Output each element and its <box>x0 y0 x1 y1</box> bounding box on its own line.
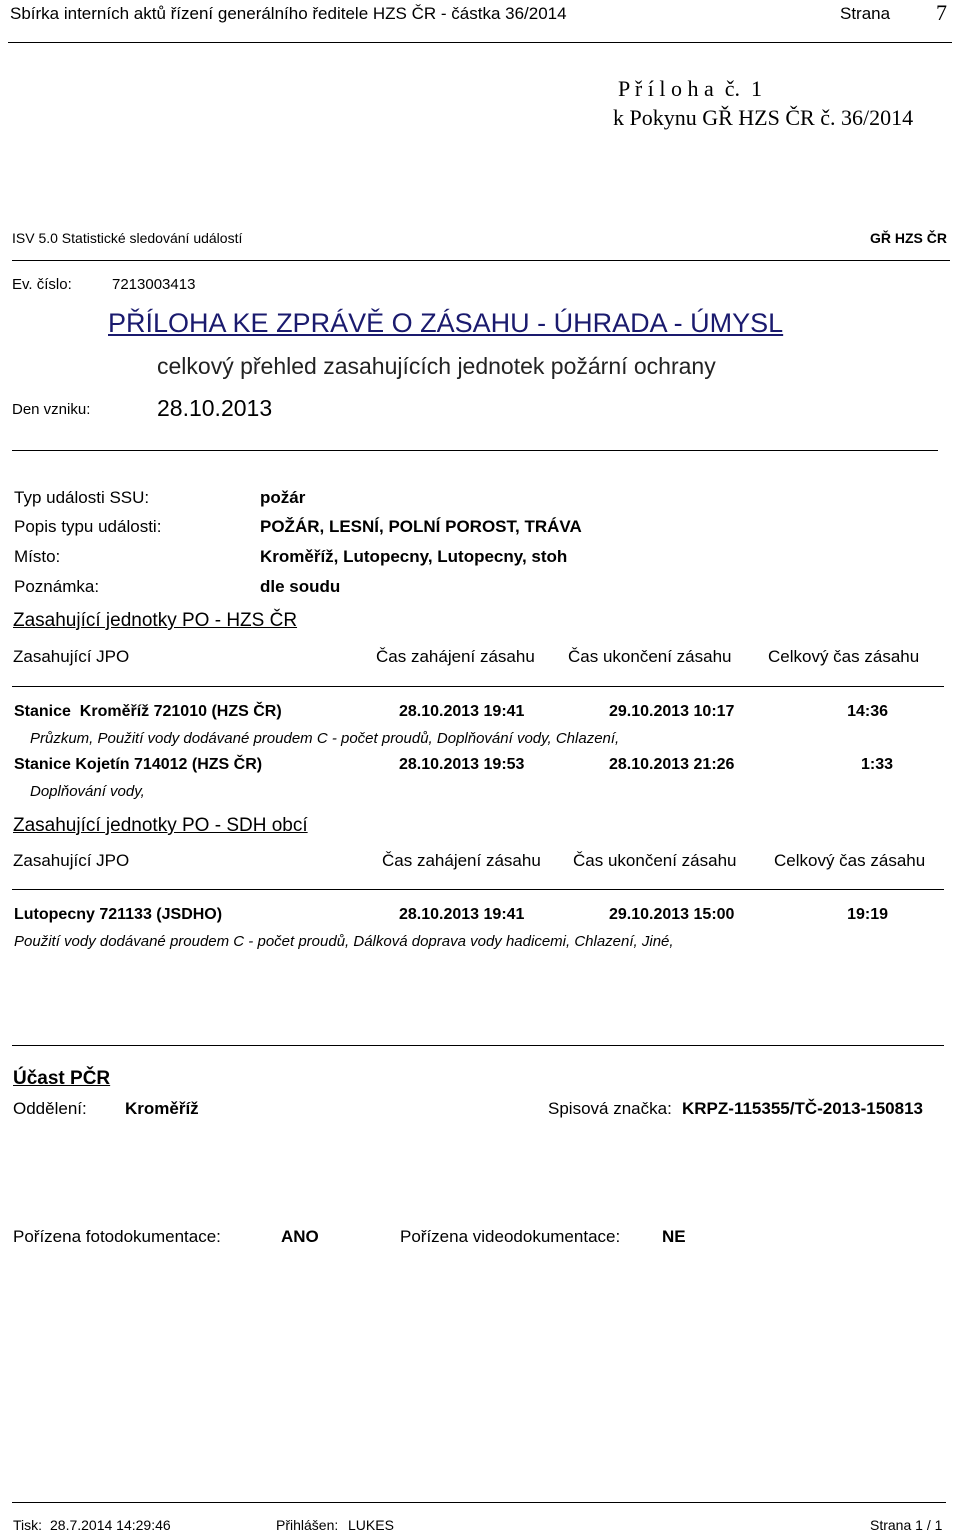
ev-number-value: 7213003413 <box>112 276 196 293</box>
table-row-activities: Průzkum, Použití vody dodávané proudem C - počet proudů, Doplňování vody, Chlazení, <box>30 730 620 747</box>
system-name: ISV 5.0 Statistické sledování událostí <box>12 230 243 246</box>
photo-doc-value: ANO <box>281 1227 319 1246</box>
event-type-value: požár <box>260 488 306 507</box>
table-row-unit: Stanice Kroměříž 721010 (HZS ČR) <box>14 703 282 720</box>
event-place-label: Místo: <box>14 547 61 566</box>
hzs-section-title: Zasahující jednotky PO - HZS ČR <box>13 610 298 631</box>
ev-number-label: Ev. číslo: <box>12 276 72 293</box>
police-file-value: KRPZ-115355/TČ-2013-150813 <box>682 1099 923 1118</box>
sdh-col-total: Celkový čas zásahu <box>774 851 926 870</box>
police-dept-value: Kroměříž <box>125 1099 199 1118</box>
form-divider <box>12 260 950 261</box>
hzs-col-end: Čas ukončení zásahu <box>568 647 732 666</box>
subtitle: celkový přehled zasahujících jednotek požární ochrany <box>157 353 716 379</box>
hzs-header-divider <box>12 686 944 687</box>
police-file-label: Spisová značka: <box>548 1099 672 1118</box>
collection-title: Sbírka interních aktů řízení generálního ředitele HZS ČR - částka 36/2014 <box>10 4 567 23</box>
created-value: 28.10.2013 <box>157 395 273 421</box>
table-row-total: 19:19 <box>847 906 888 923</box>
table-row-unit: Stanice Kojetín 714012 (HZS ČR) <box>14 756 263 773</box>
table-row-activities: Použití vody dodávané proudem C - počet proudů, Dálková doprava vody hadicemi, Chlazení, Jiné, <box>14 933 674 950</box>
hzs-col-total: Celkový čas zásahu <box>768 647 920 666</box>
attachment-line2: k Pokynu GŘ HZS ČR č. 36/2014 <box>613 105 914 130</box>
authority-name: GŘ HZS ČR <box>870 230 947 246</box>
table-row-start: 28.10.2013 19:41 <box>399 703 525 720</box>
created-label: Den vzniku: <box>12 401 91 418</box>
footer-page: Strana 1 / 1 <box>870 1517 943 1533</box>
table-row-start: 28.10.2013 19:41 <box>399 906 525 923</box>
header-divider <box>8 42 952 43</box>
page-label: Strana <box>840 4 891 23</box>
section-divider <box>12 450 938 451</box>
table-row-total: 1:33 <box>860 756 893 773</box>
sdh-section-title: Zasahující jednotky PO - SDH obcí <box>13 815 308 836</box>
police-dept-label: Oddělení: <box>13 1099 87 1118</box>
attachment-line1: P ř í l o h a č. 1 <box>618 76 762 101</box>
page-number: 7 <box>936 0 947 25</box>
sdh-col-start: Čas zahájení zásahu <box>382 851 541 870</box>
police-title: Účast PČR <box>13 1068 111 1089</box>
event-desc-value: POŽÁR, LESNÍ, POLNÍ POROST, TRÁVA <box>260 517 582 536</box>
video-doc-label: Pořízena videodokumentace: <box>400 1227 621 1246</box>
event-place-value: Kroměříž, Lutopecny, Lutopecny, stoh <box>260 547 568 566</box>
video-doc-value: NE <box>662 1227 686 1246</box>
login-value: LUKES <box>348 1517 394 1533</box>
table-row-start: 28.10.2013 19:53 <box>399 756 525 773</box>
police-divider <box>12 1045 944 1046</box>
table-row-end: 29.10.2013 10:17 <box>609 703 735 720</box>
main-title: PŘÍLOHA KE ZPRÁVĚ O ZÁSAHU - ÚHRADA - ÚMYSL <box>108 308 784 338</box>
hzs-col-start: Čas zahájení zásahu <box>376 647 535 666</box>
event-note-label: Poznámka: <box>14 577 100 596</box>
table-row-unit: Lutopecny 721133 (JSDHO) <box>14 906 223 923</box>
sdh-header-divider <box>12 889 944 890</box>
hzs-col-unit: Zasahující JPO <box>13 647 130 666</box>
footer-divider <box>12 1502 946 1503</box>
photo-doc-label: Pořízena fotodokumentace: <box>13 1227 221 1246</box>
print-value: 28.7.2014 14:29:46 <box>50 1517 171 1533</box>
login-label: Přihlášen: <box>276 1517 339 1533</box>
sdh-col-end: Čas ukončení zásahu <box>573 851 737 870</box>
table-row-total: 14:36 <box>847 703 888 720</box>
event-desc-label: Popis typu události: <box>14 517 162 536</box>
event-type-label: Typ události SSU: <box>14 488 150 507</box>
event-note-value: dle soudu <box>260 577 341 596</box>
table-row-end: 29.10.2013 15:00 <box>609 906 735 923</box>
print-label: Tisk: <box>13 1517 43 1533</box>
table-row-end: 28.10.2013 21:26 <box>609 756 735 773</box>
table-row-activities: Doplňování vody, <box>30 783 145 800</box>
sdh-col-unit: Zasahující JPO <box>13 851 130 870</box>
